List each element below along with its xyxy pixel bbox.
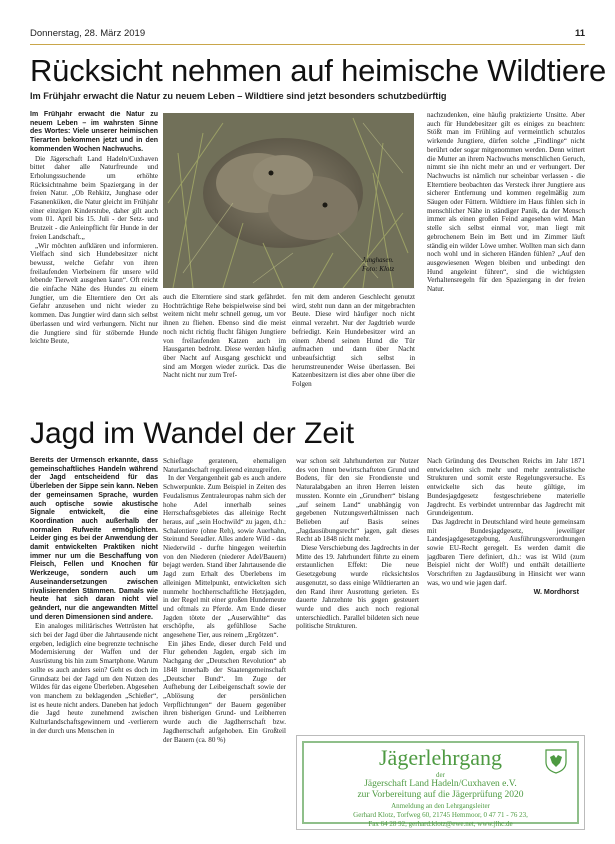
article1-subheadline: Im Frühjahr erwacht die Natur zu neuem Leben – Wildtiere sind jetzt besonders schutzbedürftig (30, 91, 447, 101)
ad-registration: Anmeldung an den Lehrgangsleiter (391, 802, 490, 810)
ad-frame (302, 741, 579, 828)
jaegerlehrgang-advertisement (296, 735, 585, 830)
article1-lead: Im Frühjahr erwacht die Natur zu neuem Leben – im wahrsten Sinne des Wortes: Viele unserer heimischen Tierarten bekommen jetzt und in den kommenden Wochen Nachwuchs. (30, 111, 158, 153)
article2-paragraph: In der Vergangenheit gab es auch andere Schwerpunkte. Zum Beispiel in Zeiten des Feudalismus Zentraleuropas nahm sich der hohe Adel innerhalb seines Herrschaftsgebietes das alleinige Recht heraus, auf „sein Hochwild“ zu jagen, d.h.: Schalentiere (ohne Reh), sowie Auerhahn, Steinund Seeadler. Alles andere Wild - das Niederwild - durfte hingegen weiterhin von den Niederen (niederer Adel/Bauern) bejagt werden. Stand über Jahrtausende die Jagd zum Erhalt des Überlebens im alleinigen Mittelpunkt, entwickelten sich nunmehr hochherrschaftliche Hetzjagden, in der Regel mit einer großen Hundemeute und oftmals zu Pferde. Am Ende dieser Jagden tötete der „Auserwählte“ das erschöpfte, als gefühllose Sache angesehene Tier, aus reinem „Ergötzen“. (163, 474, 286, 640)
ad-organisation: Jägerschaft Land Hadeln/Cuxhaven e.V. (364, 779, 517, 789)
photo-caption-title: Junghasen. (362, 256, 394, 264)
article2-column-4 (427, 457, 585, 727)
article2-paragraph: Schieflage geratenen, ehemaligen Naturlandschaft regulierend einzugreifen. (163, 457, 286, 474)
article2-paragraph: Ein jähes Ende, dieser durch Feld und Flur gehenden Jagden, ergab sich im Nachgang der „Deutschen Revolution“ ab 1848 innerhalb der Staatengemeinschaft „Deutscher Bund“. Im Zuge der Aufhebung der Leibeigenschaft sowie der „Ablösung der persönlichen Verpflichtungen“ der Bauern gegenüber ihren bisherigen Grund- und Leibherren wurde auch die Jagdherrschaft bzw. Jagdherrschaft aufgehoben. Ein Großteil der Bauern (ca. 80 %) (163, 639, 286, 744)
article2-lead: Bereits der Urmensch erkannte, dass gemeinschaftliches Handeln während der Jagd entscheidend für das Überleben der Sippe sein kann. Neben der gemeinsamen Sprache, wurden auch optische sowie akustische Signale entwickelt, die eine Koordination auch außerhalb der normalen Rufweite ermöglichten. Leider ging es bei der Anwendung der damit entwickelten Praktiken nicht immer nur um die Beschaffung von Fleisch, Fellen und Knochen für Werkzeuge, sondern auch um Auseinandersetzungen zwischen rivalisierenden Stämmen. Damals wie heute hat sich daran nicht viel geändert, nur die angewandten Mittel und deren Dimensionen sind andere. (30, 457, 158, 621)
article2-paragraph: Das Jagdrecht in Deutschland wird heute gemeinsam mit Bundesjagdgesetz, jeweiliger Landesjagdgesetzgebung, Ausführungsverordnungen sowie EU-Recht geregelt. Es werden damit die jagdbaren Tiere definiert, d.h.: was ist Wild (zum Beispiel nicht der Wolf!) und enthält detaillierte Vorschriften zu Jagdausübung in Hinsicht wer wann was, wo und wie jagen darf. (427, 517, 585, 587)
article2-author: W. Mordhorst (533, 587, 579, 596)
article2-column-2 (163, 457, 286, 839)
issue-date: Donnerstag, 28. März 2019 (30, 28, 146, 39)
article1-column-2 (163, 293, 286, 409)
article2-column-1 (30, 457, 158, 839)
article2-paragraph: Nach Gründung des Deutschen Reichs im Jahr 1871 entwickelten sich mehr und mehr zentralistische Strukturen und somit erste Regelungsversuche. Es entwickelte sich das heute gültige, im Bundesjagdgesetz festgeschriebene materielle Jagdrecht. Es verbindet untrennbar das Jagdrecht mit Grundeigentum. (427, 457, 585, 518)
article2-column-3 (296, 457, 419, 727)
article1-column-4 (427, 111, 585, 411)
page-number: 11 (574, 28, 585, 39)
ad-title: Jägerlehrgang (379, 745, 502, 770)
article1-paragraph: auch die Elterntiere sind stark gefährdet. Hochträchtige Rehe beispielweise sind bei weitem nicht mehr schnell genug, um vor ihnen zu fliehen. Ebenso sind die meist noch nicht richtig flucht fähigen Jungtiere von freilaufenden Katzen auch im Hausgarten bedroht. Diese werden häufig über Nacht auf Ausgang geschickt und sind am Morgen wieder zurück. Das die Nacht nicht nur zum Tref- (163, 293, 286, 380)
photo-caption (362, 256, 418, 273)
ad-der: der (436, 771, 445, 779)
article1-column-1 (30, 111, 158, 411)
article2-paragraph: Ein analoges militärisches Wettrüsten hat sich bei der Jagd über die Jahrtausende nicht ergeben, lediglich eine begrenzte technische Modernisierung der Waffen und der Ausrüstung bis hin zum Smartphone. Warum sollte es auch anders sein? Geht es doch im Grundsatz bei der Jagd um den Nutzen des Wildes für das eigene Überleben. Abgesehen von manchem zu beklagenden „Schießer“, ist es heute nicht anders. Daneben hat jedoch die Jagd heute zunehmend zwischen Kulturlandschaftsgewinnern und -verlierern in der durch uns Menschen in (30, 622, 158, 735)
article2-paragraph: war schon seit Jahrhunderten zur Nutzer des von ihnen bewirtschafteten Grund und Bodens, für den sie Frondienste und Naturalabgaben an ihren Herren leisten mussten. Konnte ein „Grundherr“ bislang „auf seinem Land“ unabhängig von gegebenen Nutzungsverhältnissen nach Belieben auf Basis seines „Jagdausübungsrecht“ jagen, galt dieses Recht ab 1848 nicht mehr. (296, 457, 419, 544)
photo-credit: Foto: Klotz (362, 264, 395, 273)
article1-paragraph: Die Jägerschaft Land Hadeln/Cuxhaven bittet daher alle Naturfreunde und Erholungssuchende um erhöhte Rücksichtnahme beim Spaziergang in der freien Natur. „Ob Rehkitz, Junghase oder Fasanenküken, die Natur gleicht im Frühjahr einer einzigen Kinderstube, daher gilt auch vom 01. April bis 15. Juli - der Setz- und Brutzeit - die Anleinpflicht für Hunde in der freien Landschaft.„ (30, 154, 158, 241)
article1-paragraph: nachzudenken, eine häufig praktizierte Unsitte. Aber auch für Hundebesitzer gilt es einiges zu beachten: Stößt man im Frühling auf vermeintlich schutzlos wirkende Jungtiere, dürfen solche „Findlinge“ nicht berührt oder sogar mitgenommen werden. Denn wittert die Mutter an ihrem Nachwuchs menschlichen Geruch, nimmt sie ihn nicht mehr an und er verhungert. Der Nachwuchs ist nämlich nur scheinbar verlassen - die Elterntiere beobachten das Versteck ihrer Jungtiere aus sicherer Entfernung und kommen regelmäßig zum Säugen oder Füttern. Wildtiere im Haus fühlen sich in menschlicher Nähe in ständiger Panik, da der Mensch immer als einen großen Feind angesehen wird. Man stelle sich selbst einmal vor, man liegt mit gebrochenem Bein im Bett und im Zimmer läuft ständig ein wilder Löwe umher. Wollten man sich dann noch wohl und in sicheren Händen fühlen? „Auf den ausgewiesenen Wegen bleiben und unbedingt den Hund angeleint führen“, sind die wichtigsten Verhaltensregeln für den Spaziergang in der freien Natur. (427, 111, 585, 294)
ad-purpose: zur Vorbereitung auf die Jägerprüfung 2020 (357, 790, 524, 800)
ad-contact-address: Gerhard Klotz, Torfweg 60, 21745 Hemmoor, 0 47 71 - 76 23, (353, 811, 528, 819)
ad-contact-online: Fax 64 28 92, gerhard.klotz@ewe.net, www.jlhc.de (368, 820, 513, 828)
article1-column-3 (292, 293, 415, 409)
page-header (30, 28, 585, 44)
article1-paragraph: fen mit dem anderen Geschlecht genutzt wird, steht nun dann an der mitgebrachten Beute. Diese wird häufiger noch nicht einmal verzehrt. Nur der Jagdtrieb wurde befriedigt. Kein Hundebesitzer wird an einem Abend seinen Hund die Tür aufmachen und dann über Nacht unbeaufsichtigt sich selbst in herumstreunender Weise überlassen. Bei Katzenbesitzern ist dies aber ohne über die Folgen (292, 293, 415, 389)
article1-paragraph: „Wir möchten aufklären und informieren. Vielfach sind sich Hundebesitzer nicht bewusst, welche Gefahr von ihren freilaufenden Vierbeinern für unsere wild lebende Tierwelt ausgehen kann“. Oft reicht die einfache Nähe des Hundes zu einem Jungtier, um die Elterntiere den Ort als Gefahr anzusehen und nicht wieder zu kommen. Das Jungtier wird dann sich selbst überlassen und wird verhungern. Nicht nur die Jungtiere sind für stöbernde Hunde leichte Beute, (30, 241, 158, 346)
article2-paragraph: Diese Verschiebung des Jagdrechts in der Mitte des 19. Jahrhundert führte zu einem erstaunlichen Effekt: Die neue Gesetzgebung wurde rücksichtslos ausgenutzt, so dass einige Wildtierarten an den Rand ihrer Ausrottung gerieten. Es dauerte Jahrzehnte bis gegen gesteuert wurde und dies auch noch regional unterschiedlich. Parallel bildeten sich neue politische Strukturen. (296, 544, 419, 631)
header-divider (30, 44, 585, 45)
article2-headline: Jagd im Wandel der Zeit (30, 417, 355, 450)
article1-headline: Rücksicht nehmen auf heimische Wildtiere (30, 53, 607, 88)
